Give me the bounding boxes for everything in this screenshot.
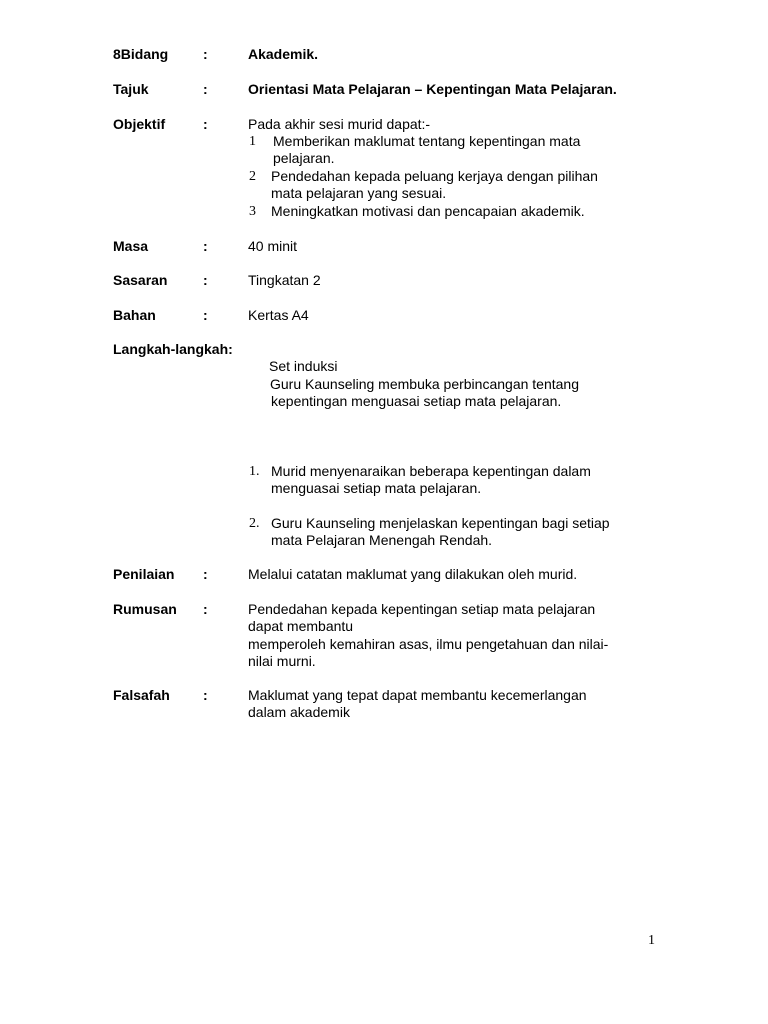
step-number: 2. [249,516,260,531]
langkah-label: Langkah-langkah: [113,341,233,357]
sasaran-value: Tingkatan 2 [248,272,321,288]
falsafah-text: Maklumat yang tepat dapat membantu kecemerlangan [248,687,587,703]
bidang-value: Akademik. [248,46,319,62]
falsafah-text: dalam akademik [248,704,350,720]
masa-label: Masa [113,238,149,254]
tajuk-value: Orientasi Mata Pelajaran – Kepentingan Mata Pelajaran. [248,81,617,97]
step-text: mata Pelajaran Menengah Rendah. [271,532,493,548]
bahan-label: Bahan [113,307,156,323]
penilaian-label: Penilaian [113,566,175,582]
penilaian-colon: : [203,566,208,582]
objektif-item-text: Meningkatkan motivasi dan pencapaian akademik. [271,203,585,219]
sasaran-colon: : [203,272,208,288]
objektif-item-number: 1 [249,134,256,149]
rumusan-label: Rumusan [113,601,177,617]
masa-value: 40 minit [248,238,298,254]
penilaian-value: Melalui catatan maklumat yang dilakukan oleh murid. [248,566,578,582]
objektif-item-number: 3 [249,204,256,219]
tajuk-colon: : [203,81,208,97]
page-number: 1 [648,933,655,948]
step-text: menguasai setiap mata pelajaran. [271,480,482,496]
bidang-colon: : [203,46,208,62]
falsafah-colon: : [203,687,208,703]
objektif-item-number: 2 [249,169,256,184]
objektif-item-text: Pendedahan kepada peluang kerjaya dengan pilihan [271,168,598,184]
rumusan-text: nilai murni. [248,653,316,669]
objektif-intro: Pada akhir sesi murid dapat:- [248,116,431,132]
tajuk-label: Tajuk [113,81,149,97]
sasaran-label: Sasaran [113,272,168,288]
objektif-colon: : [203,116,208,132]
step-number: 1. [249,464,260,479]
set-induksi-text: Guru Kaunseling membuka perbincangan tentang [270,376,579,392]
objektif-label: Objektif [113,116,166,132]
bahan-colon: : [203,307,208,323]
bidang-label: 8Bidang [113,46,169,62]
objektif-item-text: Memberikan maklumat tentang kepentingan mata [273,133,581,149]
step-text: Murid menyenaraikan beberapa kepentingan dalam [271,463,591,479]
bahan-value: Kertas A4 [248,307,309,323]
objektif-item-text: mata pelajaran yang sesuai. [271,185,447,201]
masa-colon: : [203,238,208,254]
rumusan-text: memperoleh kemahiran asas, ilmu pengetahuan dan nilai- [248,636,609,652]
set-induksi-text: kepentingan menguasai setiap mata pelajaran. [271,393,562,409]
falsafah-label: Falsafah [113,687,170,703]
step-text: Guru Kaunseling menjelaskan kepentingan bagi setiap [271,515,610,531]
objektif-item-text: pelajaran. [273,150,335,166]
rumusan-text: Pendedahan kepada kepentingan setiap mata pelajaran [248,601,596,617]
rumusan-text: dapat membantu [248,618,354,634]
set-induksi-title: Set induksi [269,358,338,374]
rumusan-colon: : [203,601,208,617]
